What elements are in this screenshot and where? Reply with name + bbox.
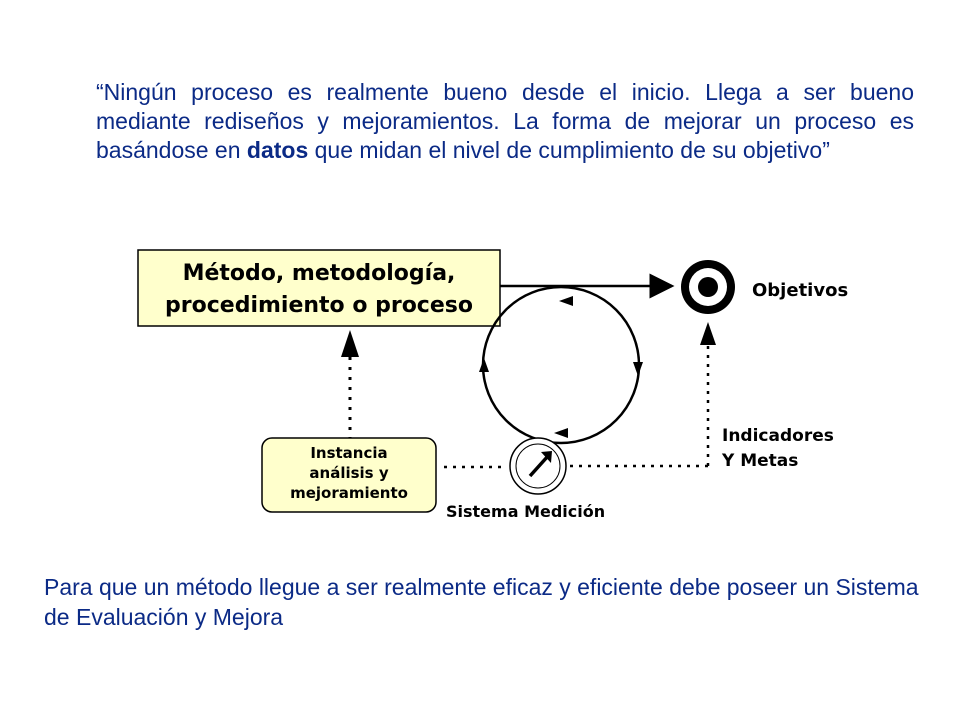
arrow-to-method (341, 330, 359, 357)
cycle-arrow-left (479, 358, 489, 372)
gauge-icon (510, 438, 566, 494)
cycle-arrow-bottom (554, 428, 568, 438)
measurement-label: Sistema Medición (446, 502, 606, 521)
arrow-to-objectives-vertical (700, 322, 716, 345)
quote-text-2: que midan el nivel de cumplimiento de su objetivo” (308, 137, 830, 163)
method-box-line2: procedimiento o proceso (165, 293, 473, 318)
analysis-line3: mejoramiento (290, 484, 408, 502)
target-icon (681, 260, 735, 314)
method-box-line1: Método, metodología, (182, 261, 456, 286)
cycle-arrow-right (633, 362, 643, 376)
indicators-line1: Indicadores (722, 426, 834, 446)
quote-text-1: “Ningún proceso es realmente bueno desde el inicio. Llega a ser bueno mediante rediseños y mejoramientos. La forma de mejorar un proceso es basándose en (96, 79, 914, 163)
analysis-line2: análisis y (309, 464, 389, 482)
objectives-label: Objetivos (752, 280, 849, 301)
analysis-line1: Instancia (310, 444, 388, 462)
cycle-arrow-top (559, 296, 573, 306)
improvement-cycle (483, 287, 639, 443)
conclusion-text: Para que un método llegue a ser realmente eficaz y eficiente debe poseer un Sistema de Evaluación y Mejora (44, 574, 919, 630)
quote-bold-word: datos (246, 137, 309, 163)
indicators-line2: Y Metas (722, 451, 799, 471)
